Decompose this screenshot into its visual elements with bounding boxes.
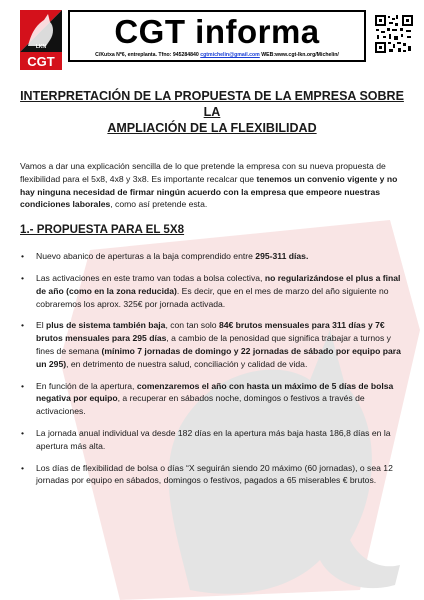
- list-item: • Los días de flexibilidad de bolsa o días “X seguirán siendo 20 máximo (60 jornadas), o sea 12 jornadas por equipo en sábados, domingos o festivos, pagados a 65 miserables € brutos.: [21, 462, 393, 486]
- document-body: [20, 80, 404, 496]
- cgt-logo: [20, 10, 62, 70]
- bullet-icon: •: [21, 427, 25, 438]
- bullet-icon: •: [21, 272, 25, 283]
- svg-text:CGT: CGT: [27, 54, 55, 69]
- header: [20, 10, 414, 72]
- list-item: • Nuevo abanico de aperturas a la baja comprendido entre 295-311 días.: [21, 251, 309, 262]
- contact-address: C/Kutxa Nº6, entreplanta. Tfno: 945284840: [95, 52, 199, 58]
- bullet-icon: •: [21, 462, 25, 473]
- svg-text:LKN: LKN: [35, 44, 47, 50]
- contact-email[interactable]: cgtmichelin@gmail.com: [200, 52, 260, 58]
- document-heading: [20, 88, 404, 136]
- title-box: [68, 10, 366, 62]
- bullet-list: [20, 250, 404, 487]
- bullet-icon: •: [21, 320, 25, 331]
- contact-web[interactable]: WEB:www.cgt-lkn.org/Michelin/: [261, 52, 339, 58]
- qr-code-icon: [374, 14, 414, 54]
- list-item: • El plus de sistema también baja, con tan solo 84€ brutos mensuales para 311 días y 7€ brutos mensuales para 295 días, a cambio de la penosidad que significa trabajar a turnos y fines de semana (mínimo 7 jornadas de domingo y 22 jornadas de sábado por equipo para un 295), en detrimento de nuestra salud, conciliación y calidad de vida.: [21, 320, 401, 369]
- list-item: • Las activaciones en este tramo van todas a bolsa colectiva, no regularizándose el plus a final de año (como en la zona reducida). Es decir, que en el mes de marzo del año siguiente no cobraremos los aprox. 325€ por jornada activada.: [21, 272, 401, 309]
- list-item: • En función de la apertura, comenzaremos el año con hasta un máximo de 5 días de bolsa negativa por equipo, a recuperar en sábados noche, domingos o festivos a través de activaciones.: [21, 380, 394, 417]
- heading-line-2: AMPLIACIÓN DE LA FLEXIBILIDAD: [107, 121, 317, 135]
- heading-line-1: INTERPRETACIÓN DE LA PROPUESTA DE LA EMPRESA SOBRE LA: [20, 89, 404, 119]
- brand-title: CGT informa: [114, 13, 320, 50]
- list-item: • La jornada anual individual va desde 182 días en la apertura más baja hasta 186,8 días en la apertura más alta.: [21, 427, 391, 451]
- section-title: 1.- PROPUESTA PARA EL 5X8: [20, 223, 185, 237]
- intro-paragraph: Vamos a dar una explicación sencilla de lo que pretende la empresa con su nueva propuesta de flexibilidad para el 5x8, 4x8 y 3x8. Es importante recalcar que tenemos un convenio vigente y no hay ninguna necesidad de firmar ningún acuerdo con la empresa que empeore nuestras condiciones laborales, como así pretende esta.: [20, 161, 398, 210]
- contact-line: [70, 52, 364, 58]
- bullet-icon: •: [21, 380, 25, 391]
- bullet-icon: •: [21, 251, 25, 262]
